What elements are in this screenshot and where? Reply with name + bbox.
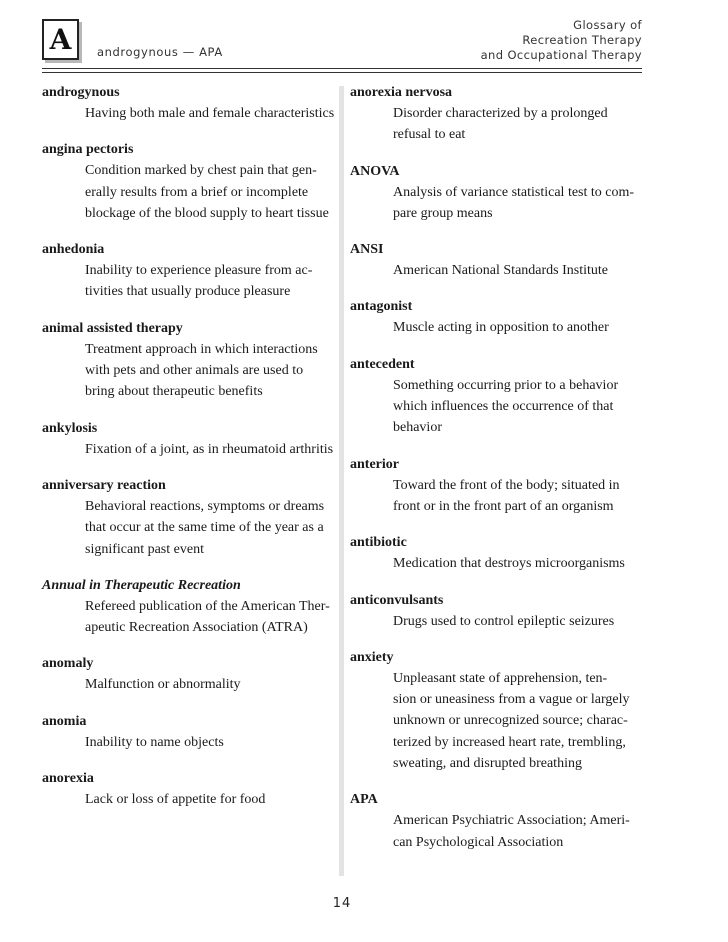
glossary-definition (350, 182, 646, 225)
definition-line: Behavioral reactions, symptoms or dreams (85, 498, 325, 514)
glossary-entry (42, 140, 338, 224)
publication-title-line-1: Glossary of (573, 18, 642, 32)
glossary-definition (42, 439, 338, 460)
glossary-entry (350, 240, 646, 281)
glossary-entry (42, 419, 338, 460)
definition-line: Something occurring prior to a behavior (393, 377, 619, 393)
glossary-term: APA (350, 792, 378, 808)
publication-title (481, 18, 642, 63)
glossary-term: anomaly (42, 656, 94, 672)
publication-title-line-3: and Occupational Therapy (480, 48, 642, 62)
glossary-definition (350, 260, 646, 281)
definition-line: Lack or loss of appetite for food (85, 792, 266, 808)
glossary-definition (350, 810, 646, 853)
section-letter-badge: A (42, 19, 79, 60)
glossary-entry (350, 355, 646, 439)
glossary-entry (350, 533, 646, 574)
definition-line: Refereed publication of the American Ther- (85, 598, 330, 614)
definition-line: Toward the front of the body; situated in (393, 477, 620, 493)
glossary-definition (42, 339, 338, 403)
glossary-definition (350, 375, 646, 439)
definition-line: bring about therapeutic benefits (85, 384, 263, 400)
column-divider (339, 86, 344, 876)
glossary-definition (42, 674, 338, 695)
definition-line: Inability to name objects (85, 734, 224, 750)
definition-line: Having both male and female characteristics (85, 106, 335, 121)
definition-line: Drugs used to control epileptic seizures (393, 613, 615, 629)
glossary-definition (42, 496, 338, 560)
publication-title-line-2: Recreation Therapy (522, 33, 642, 47)
glossary-term: anhedonia (42, 242, 105, 258)
glossary-term: Annual in Therapeutic Recreation (42, 577, 241, 593)
running-head: androgynous — APA (97, 45, 223, 59)
definition-line: Muscle acting in opposition to another (393, 320, 609, 336)
definition-line: significant past event (85, 541, 204, 557)
definition-line: apeutic Recreation Association (ATRA) (85, 620, 308, 636)
definition-line: blockage of the blood supply to heart tissue (85, 205, 329, 221)
glossary-entry (42, 83, 338, 124)
glossary-term: antibiotic (350, 535, 407, 551)
definition-line: front or in the front part of an organism (393, 498, 614, 514)
glossary-term: anomia (42, 713, 87, 729)
definition-line: can Psychological Association (393, 834, 564, 850)
definition-line: terized by increased heart rate, trembling, (393, 734, 626, 750)
header-rule-bottom (42, 72, 642, 73)
definition-line: Analysis of variance statistical test to com- (393, 184, 635, 200)
definition-line: Disorder characterized by a prolonged (393, 106, 608, 121)
definition-line: refusal to eat (393, 127, 466, 143)
glossary-term: angina pectoris (42, 142, 134, 158)
header-rule-top (42, 68, 642, 69)
glossary-term: androgynous (42, 85, 120, 100)
glossary-entry (350, 455, 646, 518)
glossary-entry (350, 591, 646, 632)
glossary-entry (42, 769, 338, 810)
glossary-term: animal assisted therapy (42, 320, 183, 336)
glossary-entry (350, 297, 646, 338)
glossary-column-right (350, 83, 646, 869)
definition-line: Inability to experience pleasure from ac- (85, 263, 313, 279)
glossary-entry (42, 319, 338, 403)
definition-line: Medication that destroys microorganisms (393, 556, 625, 572)
definition-line: Treatment approach in which interactions (85, 341, 318, 357)
glossary-entry (350, 790, 646, 853)
definition-line: American Psychiatric Association; Ameri- (393, 813, 630, 829)
glossary-term: anticonvulsants (350, 592, 444, 608)
glossary-definition (350, 668, 646, 774)
glossary-term: antecedent (350, 356, 415, 372)
definition-line: unknown or unrecognized source; charac- (393, 713, 628, 729)
glossary-term: anniversary reaction (42, 477, 166, 493)
glossary-term: ANOVA (350, 163, 400, 179)
definition-line: Condition marked by chest pain that gen- (85, 163, 317, 179)
glossary-definition (350, 103, 646, 146)
definition-line: which influences the occurrence of that (393, 399, 614, 415)
glossary-entry (42, 240, 338, 303)
glossary-entry (42, 576, 338, 639)
definition-line: erally results from a brief or incomplete (85, 184, 309, 200)
glossary-entry (350, 162, 646, 225)
definition-line: with pets and other animals are used to (85, 363, 304, 379)
glossary-definition (42, 789, 338, 810)
definition-line: Fixation of a joint, as in rheumatoid arthritis (85, 441, 334, 457)
definition-line: tivities that usually produce pleasure (85, 284, 291, 300)
glossary-term: ANSI (350, 242, 384, 258)
glossary-definition (42, 160, 338, 224)
glossary-entry (350, 83, 646, 146)
glossary-entry (42, 654, 338, 695)
definition-line: pare group means (393, 205, 493, 221)
glossary-definition (42, 260, 338, 303)
glossary-term: anxiety (350, 649, 394, 665)
glossary-term: anterior (350, 456, 399, 472)
page-number: 14 (332, 896, 352, 911)
glossary-definition (42, 103, 338, 124)
glossary-definition (42, 596, 338, 639)
definition-line: that occur at the same time of the year as a (85, 520, 324, 536)
glossary-definition (42, 732, 338, 753)
glossary-term: ankylosis (42, 420, 98, 436)
glossary-definition (350, 317, 646, 338)
glossary-entry (350, 648, 646, 774)
glossary-entry (42, 476, 338, 560)
glossary-definition (350, 475, 646, 518)
glossary-definition (350, 611, 646, 632)
definition-line: Unpleasant state of apprehension, ten- (393, 670, 608, 686)
definition-line: American National Standards Institute (393, 263, 608, 279)
glossary-definition (350, 553, 646, 574)
definition-line: sweating, and disrupted breathing (393, 756, 582, 772)
glossary-term: antagonist (350, 299, 413, 315)
glossary-term: anorexia (42, 771, 94, 787)
definition-line: sion or uneasiness from a vague or largely (393, 692, 630, 708)
glossary-entry (42, 712, 338, 753)
definition-line: behavior (393, 420, 442, 436)
definition-line: Malfunction or abnormality (85, 677, 241, 693)
glossary-column-left (42, 83, 338, 826)
glossary-term: anorexia nervosa (350, 85, 453, 100)
